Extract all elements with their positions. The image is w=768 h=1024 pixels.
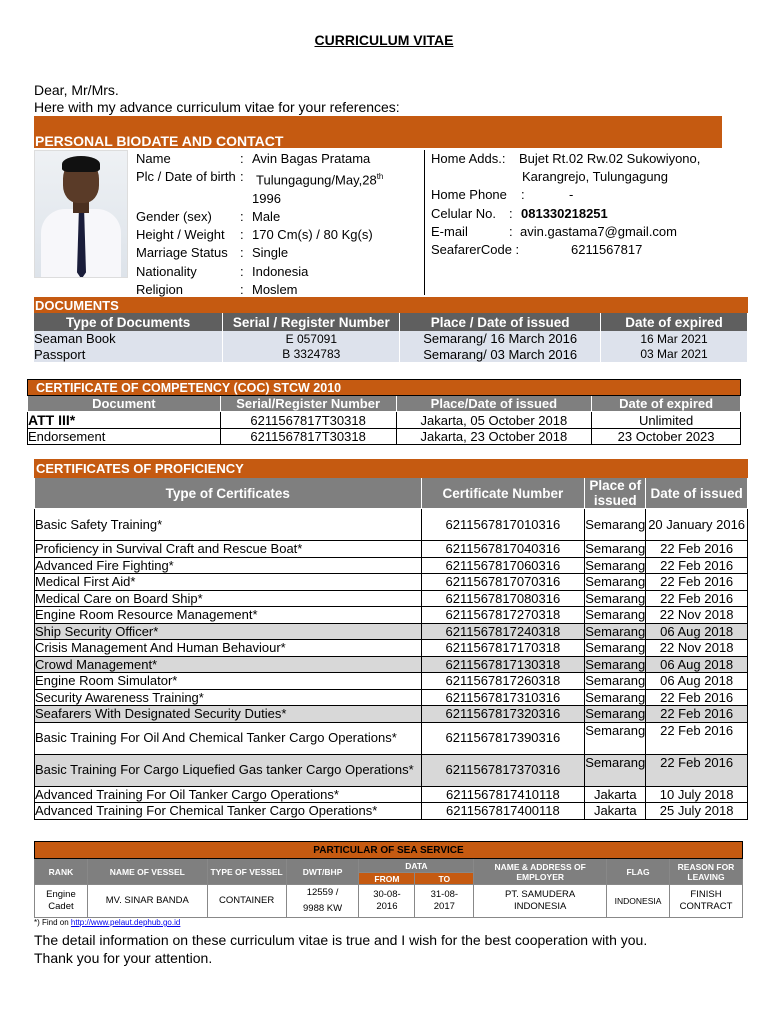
cellular-value: 081330218251 bbox=[521, 205, 608, 221]
documents-table bbox=[34, 297, 748, 362]
address-line-1: Bujet Rt.02 Rw.02 Sukowiyono, bbox=[519, 151, 701, 166]
table-row: Basic Training For Oil And Chemical Tanker Cargo Operations* 6211567817390316 Semarang 22 Feb 2016 bbox=[35, 722, 748, 754]
table-row: Proficiency in Survival Craft and Rescue Boat* 6211567817040316 Semarang 22 Feb 2016 bbox=[35, 541, 748, 558]
column-header: TYPE OF VESSEL bbox=[207, 859, 286, 885]
column-header: NAME & ADDRESS OF EMPLOYER bbox=[474, 859, 607, 885]
column-header: Date of issued bbox=[646, 478, 748, 509]
divider bbox=[424, 150, 425, 295]
contact-details: Home Adds.: Bujet Rt.02 Rw.02 Sukowiyono, Karangrejo, Tulungagung Home Phone : - Celular No. : 081330218251 E-mail : avin.gastama7@gmail.com SeafarerCode : 6211567817 bbox=[431, 150, 700, 259]
column-header: Date of expired bbox=[592, 396, 741, 412]
intro-text: Here with my advance curriculum vitae for your references: bbox=[34, 99, 400, 115]
table-row: Engine Room Simulator* 6211567817260318 Semarang 06 Aug 2018 bbox=[35, 673, 748, 690]
column-header: TO bbox=[415, 873, 474, 885]
table-row: Endorsement 6211567817T30318 Jakarta, 23 October 2018 23 October 2023 bbox=[28, 429, 741, 445]
table-row: Advanced Training For Chemical Tanker Cargo Operations* 6211567817400118 Jakarta 25 July 2018 bbox=[35, 803, 748, 820]
column-header: RANK bbox=[35, 859, 88, 885]
column-header: Place / Date of issued bbox=[400, 313, 601, 331]
table-row: Advanced Training For Oil Tanker Cargo Operations* 6211567817410118 Jakarta 10 July 2018 bbox=[35, 786, 748, 803]
sea-service-table bbox=[34, 841, 743, 918]
closing-text: The detail information on these curriculum vitae is true and I wish for the best cooperation with you. Thank you for your attention. bbox=[34, 932, 648, 966]
column-header: NAME OF VESSEL bbox=[87, 859, 207, 885]
table-row: Seafarers With Designated Security Duties* 6211567817320316 Semarang 22 Feb 2016 bbox=[35, 706, 748, 723]
gender-value: Male bbox=[252, 208, 281, 224]
table-row: Medical First Aid* 6211567817070316 Semarang 22 Feb 2016 bbox=[35, 574, 748, 591]
document-title: CURRICULUM VITAE bbox=[314, 32, 454, 48]
table-row: Security Awareness Training* 6211567817310316 Semarang 22 Feb 2016 bbox=[35, 689, 748, 706]
column-header: Place of issued bbox=[585, 478, 646, 509]
table-row: Engine Cadet MV. SINAR BANDA CONTAINER 12559 / 9988 KW 30-08- 2016 31-08- 2017 PT. SAMUDERA INDONESIA INDONESIA FINISH CONTRACT bbox=[35, 885, 743, 918]
profile-photo bbox=[34, 150, 128, 278]
column-header: Serial / Register Number bbox=[223, 313, 400, 331]
column-header: Certificate Number bbox=[421, 478, 585, 509]
table-row: Engine Room Resource Management* 6211567817270318 Semarang 22 Nov 2018 bbox=[35, 607, 748, 624]
coc-header: CERTIFICATE OF COMPETENCY (COC) STCW 2010 bbox=[28, 380, 741, 396]
personal-section-header: PERSONAL BIODATE AND CONTACT bbox=[34, 116, 722, 148]
birth-value: Tulungagung/May,28th bbox=[256, 172, 384, 188]
column-header: REASON FOR LEAVING bbox=[670, 859, 743, 885]
height-weight-value: 170 Cm(s) / 80 Kg(s) bbox=[252, 227, 373, 243]
address-line-2: Karangrejo, Tulungagung bbox=[522, 169, 669, 185]
coc-table bbox=[27, 379, 741, 445]
table-row: Ship Security Officer* 6211567817240318 Semarang 06 Aug 2018 bbox=[35, 623, 748, 640]
column-header: FROM bbox=[359, 873, 415, 885]
column-header: Date of expired bbox=[601, 313, 748, 331]
proficiency-header: CERTIFICATES OF PROFICIENCY bbox=[35, 460, 748, 478]
nationality-value: Indonesia bbox=[252, 263, 309, 279]
column-header: Document bbox=[28, 396, 221, 412]
birth-year: 1996 bbox=[252, 190, 281, 206]
table-row: Medical Care on Board Ship* 6211567817080316 Semarang 22 Feb 2016 bbox=[35, 590, 748, 607]
table-row: ATT III* 6211567817T30318 Jakarta, 05 October 2018 Unlimited bbox=[28, 412, 741, 429]
table-row: Basic Safety Training* 6211567817010316 Semarang 20 January 2016 bbox=[35, 509, 748, 541]
seafarer-code-value: 6211567817 bbox=[571, 242, 643, 258]
proficiency-table bbox=[34, 459, 748, 820]
religion-value: Moslem bbox=[252, 281, 298, 297]
column-header: Type of Certificates bbox=[35, 478, 422, 509]
column-header: FLAG bbox=[607, 859, 670, 885]
column-header: Serial/Register Number bbox=[220, 396, 396, 412]
footnote: *) Find on http://www.pelaut.dephub.go.id bbox=[34, 918, 181, 927]
pelaut-link[interactable]: http://www.pelaut.dephub.go.id bbox=[70, 918, 181, 927]
marriage-value: Single bbox=[252, 245, 289, 261]
column-header: Place/Date of issued bbox=[396, 396, 592, 412]
greeting-block bbox=[34, 82, 400, 116]
table-row: Passport B 3324783 Semarang/ 03 March 2016 03 Mar 2021 bbox=[34, 347, 748, 363]
greeting: Dear, Mr/Mrs. bbox=[34, 82, 119, 98]
name-value: Avin Bagas Pratama bbox=[252, 151, 371, 166]
column-header: Type of Documents bbox=[34, 313, 223, 331]
column-header: DATA bbox=[359, 859, 474, 873]
table-row: Crowd Management* 6211567817130318 Semarang 06 Aug 2018 bbox=[35, 656, 748, 673]
table-row: Seaman Book E 057091 Semarang/ 16 March 2016 16 Mar 2021 bbox=[34, 331, 748, 347]
personal-details: Name : Avin Bagas Pratama Plc / Date of birth : Tulungagung/May,28th 1996 Gender (sex) : Male Height / Weight : 170 Cm(s) / 80 Kg(s) Marriage Status : Single Nationality : Indonesia Religion : Moslem bbox=[136, 150, 383, 299]
table-row: Crisis Management And Human Behaviour* 6211567817170318 Semarang 22 Nov 2018 bbox=[35, 640, 748, 657]
documents-header: DOCUMENTS bbox=[34, 297, 748, 313]
sea-service-header: PARTICULAR OF SEA SERVICE bbox=[35, 842, 743, 859]
column-header: DWT/BHP bbox=[286, 859, 359, 885]
table-row: Advanced Fire Fighting* 6211567817060316 Semarang 22 Feb 2016 bbox=[35, 557, 748, 574]
table-row: Basic Training For Cargo Liquefied Gas tanker Cargo Operations* 6211567817370316 Semarang 22 Feb 2016 bbox=[35, 754, 748, 786]
home-phone-value: - bbox=[569, 187, 574, 203]
email-value: avin.gastama7@gmail.com bbox=[520, 223, 677, 239]
